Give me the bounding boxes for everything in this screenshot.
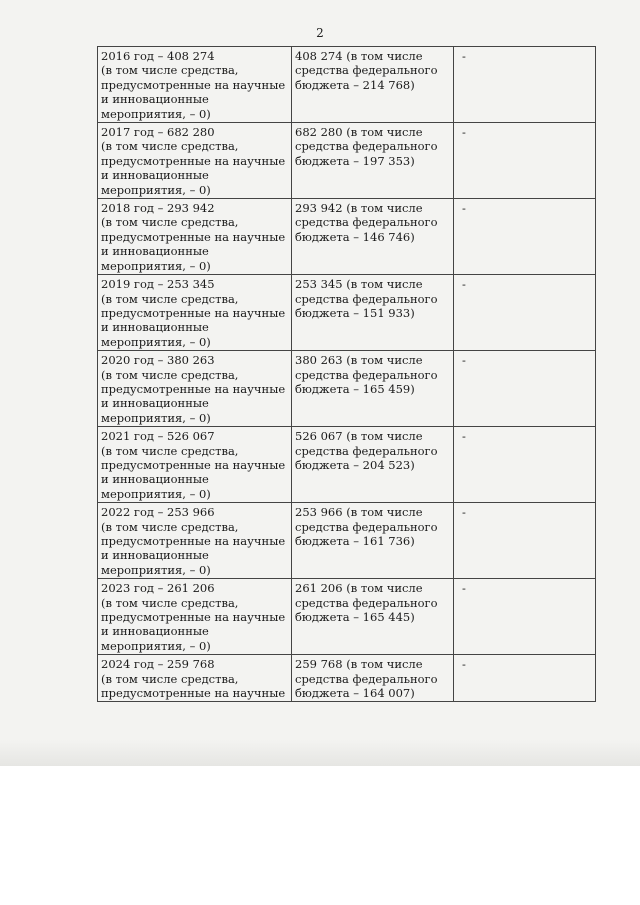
table-row [98, 199, 596, 275]
total-funding-cell: 2020 год – 380 263 (в том числе средства, предусмотренные на научные и инновационные мероприятия, – 0) [98, 351, 292, 427]
total-funding-cell: 2022 год – 253 966 (в том числе средства, предусмотренные на научные и инновационные мероприятия, – 0) [98, 503, 292, 579]
page-number: 2 [316, 26, 324, 40]
total-funding-cell: 2024 год – 259 768 (в том числе средства, предусмотренные на научные [98, 655, 292, 702]
federal-funding-cell: 259 768 (в том числе средства федерального бюджета – 164 007) [292, 655, 454, 702]
other-funding-cell: - [454, 123, 596, 199]
federal-funding-cell: 380 263 (в том числе средства федерального бюджета – 165 459) [292, 351, 454, 427]
table-row [98, 579, 596, 655]
federal-funding-cell: 408 274 (в том числе средства федерального бюджета – 214 768) [292, 47, 454, 123]
other-funding-cell: - [454, 503, 596, 579]
federal-funding-cell: 293 942 (в том числе средства федерального бюджета – 146 746) [292, 199, 454, 275]
federal-funding-cell: 261 206 (в том числе средства федерального бюджета – 165 445) [292, 579, 454, 655]
funding-table [97, 46, 596, 702]
total-funding-cell: 2023 год – 261 206 (в том числе средства, предусмотренные на научные и инновационные мероприятия, – 0) [98, 579, 292, 655]
table-row [98, 503, 596, 579]
table-row [98, 47, 596, 123]
other-funding-cell: - [454, 199, 596, 275]
total-funding-cell: 2016 год – 408 274 (в том числе средства, предусмотренные на научные и инновационные мероприятия, – 0) [98, 47, 292, 123]
other-funding-cell: - [454, 427, 596, 503]
scan-edge-shadow [0, 740, 640, 766]
total-funding-cell: 2018 год – 293 942 (в том числе средства, предусмотренные на научные и инновационные мероприятия, – 0) [98, 199, 292, 275]
federal-funding-cell: 682 280 (в том числе средства федерального бюджета – 197 353) [292, 123, 454, 199]
table-row [98, 275, 596, 351]
other-funding-cell: - [454, 47, 596, 123]
table-row [98, 351, 596, 427]
other-funding-cell: - [454, 351, 596, 427]
table-row [98, 123, 596, 199]
federal-funding-cell: 253 966 (в том числе средства федерального бюджета – 161 736) [292, 503, 454, 579]
other-funding-cell: - [454, 275, 596, 351]
federal-funding-cell: 253 345 (в том числе средства федерального бюджета – 151 933) [292, 275, 454, 351]
table-row [98, 427, 596, 503]
total-funding-cell: 2021 год – 526 067 (в том числе средства, предусмотренные на научные и инновационные мероприятия, – 0) [98, 427, 292, 503]
other-funding-cell: - [454, 579, 596, 655]
total-funding-cell: 2017 год – 682 280 (в том числе средства, предусмотренные на научные и инновационные мероприятия, – 0) [98, 123, 292, 199]
table-row [98, 655, 596, 702]
other-funding-cell: - [454, 655, 596, 702]
total-funding-cell: 2019 год – 253 345 (в том числе средства, предусмотренные на научные и инновационные мероприятия, – 0) [98, 275, 292, 351]
federal-funding-cell: 526 067 (в том числе средства федерального бюджета – 204 523) [292, 427, 454, 503]
